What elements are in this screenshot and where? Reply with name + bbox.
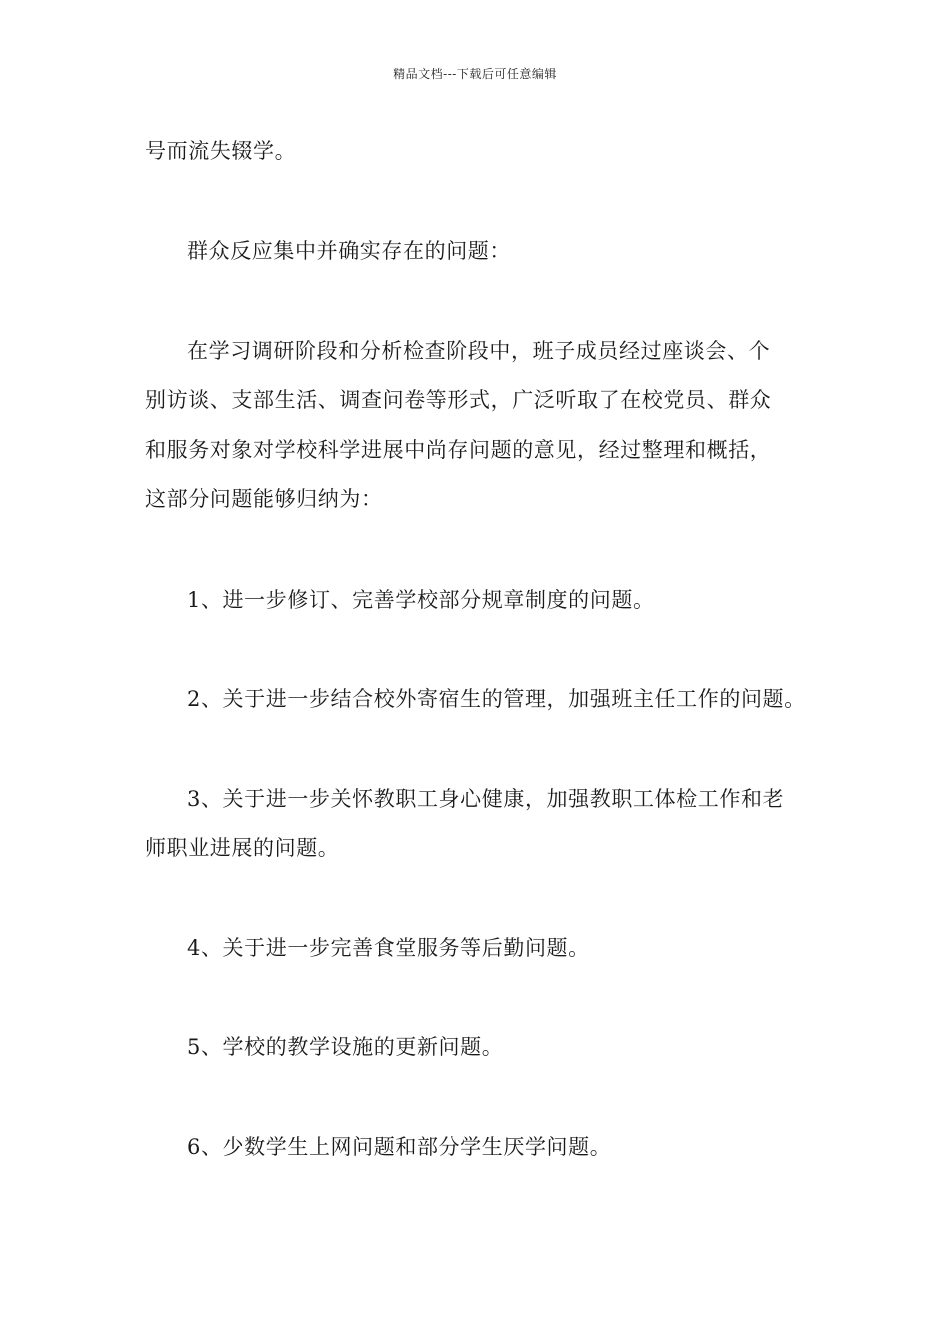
page-header: 精品文档---下载后可任意编辑 xyxy=(393,67,557,81)
paragraph-line: 号而流失辍学。 xyxy=(145,139,297,163)
paragraph-line: 在学习调研阶段和分析检查阶段中，班子成员经过座谈会、个 xyxy=(187,339,771,363)
paragraph-line: 这部分问题能够归纳为： xyxy=(145,487,383,511)
list-item: 5、学校的教学设施的更新问题。 xyxy=(187,1035,504,1059)
list-item: 6、少数学生上网问题和部分学生厌学问题。 xyxy=(187,1135,612,1159)
paragraph-line: 和服务对象对学校科学进展中尚存问题的意见，经过整理和概括， xyxy=(145,438,772,462)
list-item: 2、关于进一步结合校外寄宿生的管理，加强班主任工作的问题。 xyxy=(187,687,806,711)
list-item: 4、关于进一步完善食堂服务等后勤问题。 xyxy=(187,936,590,960)
paragraph-line: 别访谈、支部生活、调查问卷等形式，广泛听取了在校党员、群众 xyxy=(145,388,772,412)
section-heading: 群众反应集中并确实存在的问题： xyxy=(187,239,511,263)
list-item: 1、进一步修订、完善学校部分规章制度的问题。 xyxy=(187,588,655,612)
list-item-continuation: 师职业进展的问题。 xyxy=(145,836,340,860)
list-item: 3、关于进一步关怀教职工身心健康，加强教职工体检工作和老 xyxy=(187,787,785,811)
